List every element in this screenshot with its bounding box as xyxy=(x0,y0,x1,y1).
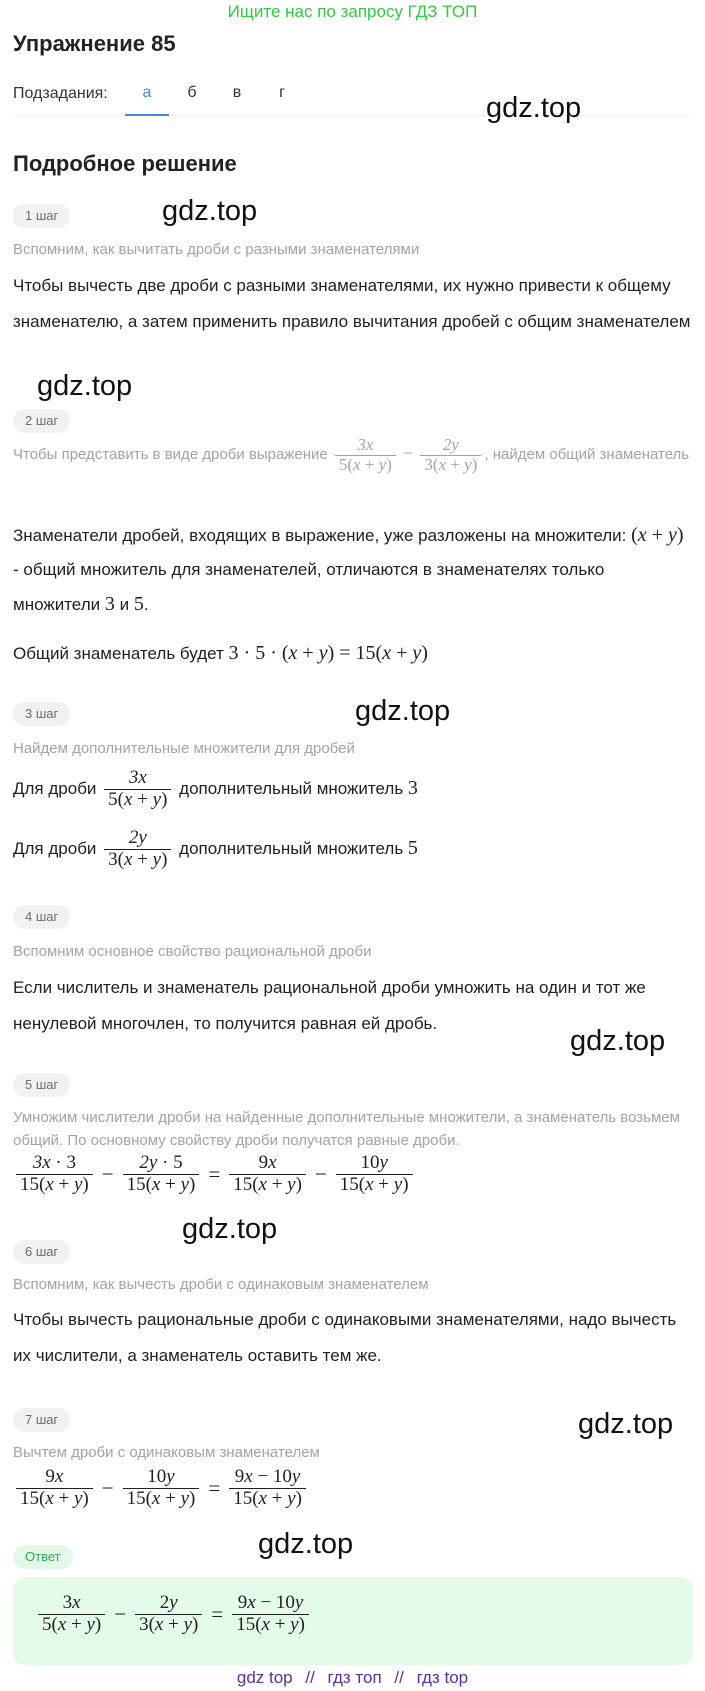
watermark: gdz.top xyxy=(258,1528,354,1560)
fraction: $\frac{10y}{15(x + y)}$ xyxy=(123,1467,200,1510)
step-1-text: Чтобы вычесть две дроби с разными знаменателями, их нужно привести к общему знаменателю, а затем применить правило вычитания дробей с общим знаменателем xyxy=(13,276,691,331)
footer-separator: // xyxy=(305,1668,315,1687)
step-6-hint: Вспомним, как вычесть дроби с одинаковым знаменателем xyxy=(13,1276,429,1293)
subtask-tab-g[interactable]: г xyxy=(279,84,285,101)
step-3-line-2: Для дроби $\frac{2y}{3(x + y)}$ дополнительный множитель 5 xyxy=(13,827,418,871)
step-2-hint: Чтобы представить в виде дроби выражение $\frac{3x}{5(x + y)}$ − $\frac{2y}{3(x + y)}$ , найдем общий знаменатель xyxy=(13,435,690,474)
fraction: $\frac{2y}{3(x + y)}$ xyxy=(104,828,171,871)
subtask-tab-b[interactable]: б xyxy=(187,84,197,101)
step-3-hint: Найдем дополнительные множители для дробей xyxy=(13,740,355,757)
step-2-hint-after: , найдем общий знаменатель xyxy=(484,446,690,464)
fraction: $\frac{10y}{15(x + y)}$ xyxy=(336,1153,413,1196)
step-1-hint: Вспомним, как вычитать дроби с разными знаменателями xyxy=(13,241,420,258)
subtasks-tabs xyxy=(13,80,693,116)
step-6-text: Чтобы вычесть рациональные дроби с одинаковыми знаменателями, надо вычесть их числители, а знаменатель оставить тем же. xyxy=(13,1310,677,1365)
footer-link[interactable]: gdz top xyxy=(236,1668,293,1687)
step-2-hint-before: Чтобы представить в виде дроби выражение xyxy=(13,446,328,464)
fraction: $\frac{9x}{15(x + y)}$ xyxy=(229,1153,306,1196)
subtask-tab-v[interactable]: в xyxy=(232,84,242,101)
step-2-common-denominator: Общий знаменатель будет 3 · 5 · (x + y) = 15(x + y) xyxy=(13,642,428,664)
step-7-badge: 7 шаг xyxy=(13,1408,70,1432)
watermark: gdz.top xyxy=(182,1213,278,1245)
step-5-hint: Умножим числители дроби на найденные дополнительные множители, а знаменатель возьмем общий. По основному свойству дроби получатся равные дроби. xyxy=(13,1109,680,1149)
fraction: $\frac{2y \cdot 5}{15(x + y)}$ xyxy=(123,1153,200,1196)
fraction: $\frac{2y}{3(x + y)}$ xyxy=(420,436,481,474)
step-5-badge: 5 шаг xyxy=(13,1073,70,1097)
search-banner[interactable]: Ищите нас по запросу ГДЗ ТОП xyxy=(227,2,478,21)
step-4-badge: 4 шаг xyxy=(13,905,70,929)
answer-box xyxy=(13,1577,693,1665)
step-4-text: Если числитель и знаменатель рациональной дроби умножить на один и тот же ненулевой многочлен, то получится равная ей дробь. xyxy=(13,978,646,1033)
subtasks-label: Подзадания: xyxy=(13,85,108,102)
watermark: gdz.top xyxy=(355,695,451,727)
step-7-equation: $\frac{9x}{15(x + y)}$ − $\frac{10y}{15(x + y)}$ = $\frac{9x - 10y}{15(x + y)}$ xyxy=(13,1467,309,1510)
step-4-hint: Вспомним основное свойство рациональной дроби xyxy=(13,943,372,960)
step-6-badge: 6 шаг xyxy=(13,1240,70,1264)
answer-badge: Ответ xyxy=(13,1545,73,1569)
watermark: gdz.top xyxy=(162,195,258,227)
step-5-equation: $\frac{3x \cdot 3}{15(x + y)}$ − $\frac{2y \cdot 5}{15(x + y)}$ = $\frac{9x}{15(x + y)}$ − $\frac{10y}{15(x + y)}$ xyxy=(13,1153,416,1196)
step-2-text: Знаменатели дробей, входящих в выражение, уже разложены на множители: (x + y) - общий множитель для знаменателей, отличаются в знаменателях только множители 3 и 5. xyxy=(13,524,684,615)
step-7-hint: Вычтем дроби с одинаковым знаменателем xyxy=(13,1444,320,1461)
step-1-badge: 1 шаг xyxy=(13,204,70,228)
answer-equation: $\frac{3x}{5(x + y)}$ − $\frac{2y}{3(x + y)}$ = $\frac{9x - 10y}{15(x + y)}$ xyxy=(35,1593,312,1636)
fraction: $\frac{3x}{5(x + y)}$ xyxy=(335,436,396,474)
watermark: gdz.top xyxy=(570,1025,666,1057)
footer-link[interactable]: гдз top xyxy=(416,1668,469,1687)
watermark: gdz.top xyxy=(37,370,133,402)
step-2-badge: 2 шаг xyxy=(13,409,70,433)
subtask-tab-a[interactable]: а xyxy=(125,80,169,116)
step-3-line-1: Для дроби $\frac{3x}{5(x + y)}$ дополнительный множитель 3 xyxy=(13,767,418,811)
fraction: $\frac{9x}{15(x + y)}$ xyxy=(16,1467,93,1510)
fraction: $\frac{9x - 10y}{15(x + y)}$ xyxy=(229,1467,306,1510)
page-title: Упражнение 85 xyxy=(13,31,176,56)
fraction: $\frac{3x}{5(x + y)}$ xyxy=(104,768,171,811)
watermark: gdz.top xyxy=(578,1408,674,1440)
fraction: $\frac{3x \cdot 3}{15(x + y)}$ xyxy=(16,1153,93,1196)
fraction: $\frac{3x}{5(x + y)}$ xyxy=(38,1593,105,1636)
watermark: gdz.top xyxy=(486,92,582,124)
footer-separator: // xyxy=(394,1668,404,1687)
footer-links xyxy=(0,1668,705,1688)
fraction: $\frac{2y}{3(x + y)}$ xyxy=(135,1593,202,1636)
footer-link[interactable]: гдз топ xyxy=(327,1668,382,1687)
solution-title: Подробное решение xyxy=(13,151,237,176)
fraction: $\frac{9x - 10y}{15(x + y)}$ xyxy=(232,1593,309,1636)
step-3-badge: 3 шаг xyxy=(13,702,70,726)
